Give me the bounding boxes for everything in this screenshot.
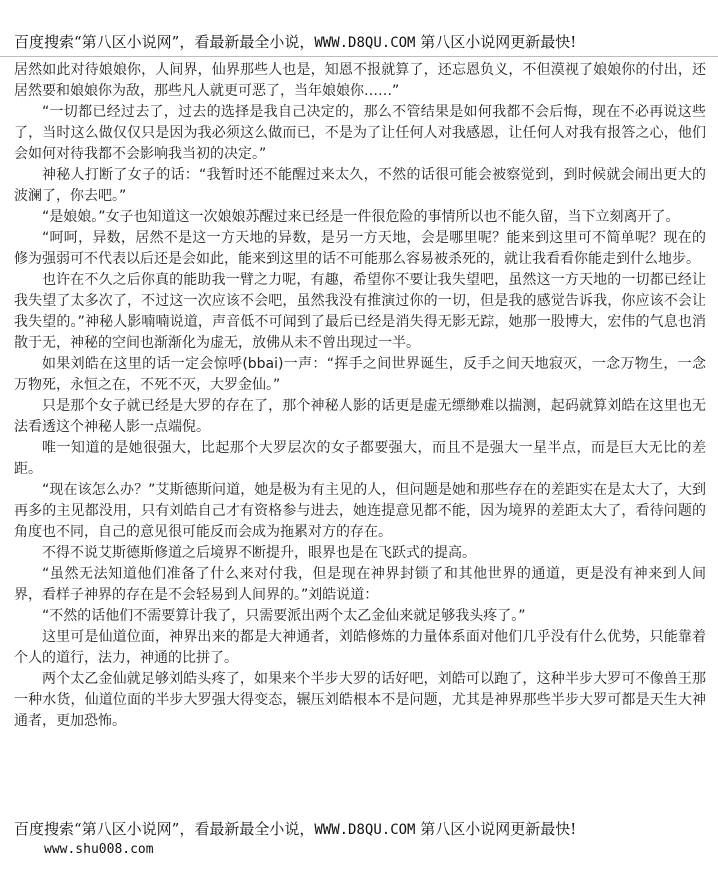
paragraph: 居然如此对待娘娘你，人间界，仙界那些人也是，知恩不报就算了，还忘恩负义，不但漠视了娘娘你的付出，还居然要和娘娘你为敌，那些凡人就更可恶了，当年娘娘你……” bbox=[14, 62, 706, 99]
paragraph: 神秘人打断了女子的话：“我暂时还不能醒过来太久，不然的话很可能会被察觉到，到时候就会闹出更大的波澜了，你去吧。” bbox=[14, 167, 706, 204]
paragraph: “虽然无法知道他们准备了什么来对付我，但是现在神界封锁了和其他世界的通道，更是没有神来到人间界，看样子神界的存在是不会轻易到人间界的。”刘皓说道： bbox=[14, 566, 706, 603]
banner-text-tail: 第八区小说网更新最快! bbox=[415, 33, 577, 51]
paragraph: “是娘娘。”女子也知道这一次娘娘苏醒过来已经是一件很危险的事情所以也不能久留，当下立刻离开了。 bbox=[42, 209, 680, 225]
paragraph: “呵呵，异数，居然不是这一方天地的异数，是另一方天地，会是哪里呢？能来到这里可不简单呢？现在的修为强弱可不代表以后还是会如此，能来到这里的话不可能那么容易被杀死的，就让我看看你能走到什么地步。 bbox=[14, 230, 706, 267]
paragraph: 不得不说艾斯德斯修道之后境界不断提升，眼界也是在飞跃式的提高。 bbox=[42, 545, 476, 561]
paragraph: “一切都已经过去了，过去的选择是我自己决定的，那么不管结果是如何我都不会后悔，现在不必再说这些了，当时这么做仅仅只是因为我必须这么做而已，不是为了让任何人对我感恩，让任何人对我有报答之心，他们会如何对待我都不会影响我当初的决定。” bbox=[14, 104, 706, 162]
chapter-body bbox=[14, 60, 706, 732]
top-banner bbox=[14, 33, 714, 52]
banner-text-lead: 百度搜索“第八区小说网”，看最新最全小说， bbox=[14, 820, 315, 838]
paragraph: 唯一知道的是她很强大，比起那个大罗层次的女子都要强大，而且不是强大一星半点，而是巨大无比的差距。 bbox=[14, 440, 706, 477]
paragraph: “现在该怎么办？”艾斯德斯问道，她是极为有主见的人，但问题是她和那些存在的差距实在是太大了，大到再多的主见都没用，只有刘皓自己才有资格参与进去，她连提意见都不能，因为境界的差距太大了，看待问题的角度也不同，自己的意见很可能反而会成为拖累对方的存在。 bbox=[14, 482, 706, 540]
banner-text-tail: 第八区小说网更新最快! bbox=[415, 820, 577, 838]
banner-text-lead: 百度搜索“第八区小说网”，看最新最全小说， bbox=[14, 33, 315, 51]
bottom-banner bbox=[14, 820, 714, 839]
paragraph: 两个太乙金仙就足够刘皓头疼了，如果来个半步大罗的话好吧，刘皓可以跑了，这种半步大罗可不像兽王那一种水货，仙道位面的半步大罗强大得变态，辗压刘皓根本不是问题，尤其是神界那些半步大罗可都是天生大神通者，更加恐怖。 bbox=[14, 671, 706, 729]
paragraph: 也许在不久之后你真的能助我一臂之力呢，有趣，希望你不要让我失望吧，虽然这一方天地的一切都已经让我失望了太多次了，不过这一次应该不会吧，虽然我没有推演过你的一切，但是我的感觉告诉我，你应该不会让我失望的。”神秘人影喃喃说道，声音低不可闻到了最后已经是消失得无影无踪，她那一股博大，宏伟的气息也消散于无，神秘的空间也渐渐化为虚无，放佛从未不曾出现过一半。 bbox=[14, 272, 706, 351]
top-divider bbox=[0, 56, 718, 57]
paragraph: 如果刘皓在这里的话一定会惊呼(bbai)一声：“挥手之间世界诞生，反手之间天地寂灭，一念万物生，一念万物死，永恒之在，不死不灭，大罗金仙。” bbox=[14, 356, 706, 393]
banner-site-link[interactable]: WWW.D8QU.COM bbox=[314, 35, 416, 51]
paragraph: “不然的话他们不需要算计我了，只需要派出两个太乙金仙来就足够我头疼了。” bbox=[42, 608, 526, 624]
footer-url-link[interactable]: www.shu008.com bbox=[44, 842, 154, 857]
banner-site-link[interactable]: WWW.D8QU.COM bbox=[314, 822, 416, 838]
paragraph: 只是那个女子就已经是大罗的存在了，那个神秘人影的话更是虚无缥缈难以揣测，起码就算刘皓在这里也无法看透这个神秘人影一点端倪。 bbox=[14, 398, 706, 435]
paragraph: 这里可是仙道位面，神界出来的都是大神通者，刘皓修炼的力量体系面对他们几乎没有什么优势，只能靠着个人的道行，法力，神通的比拼了。 bbox=[14, 629, 706, 666]
